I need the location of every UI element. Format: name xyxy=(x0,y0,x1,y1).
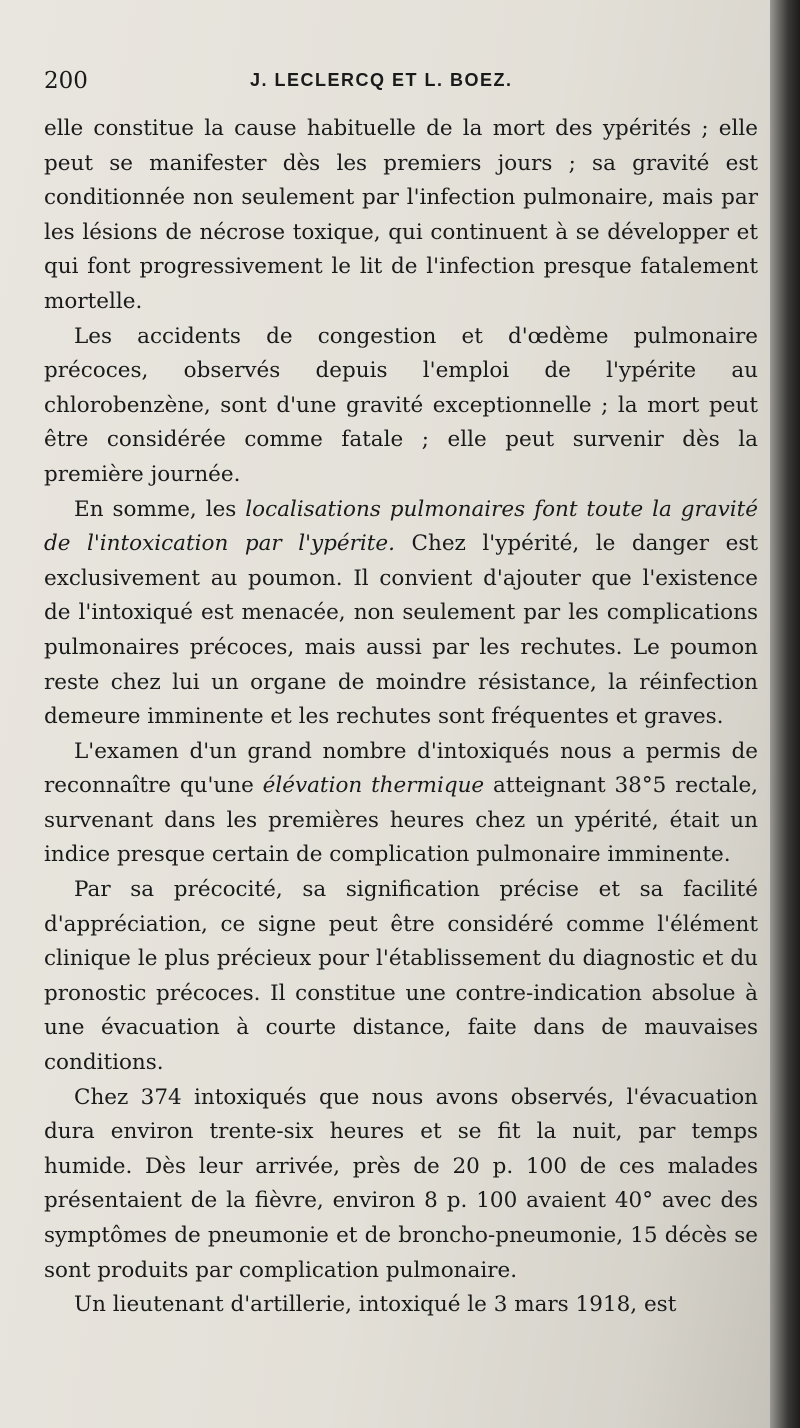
page-content xyxy=(44,58,758,1323)
paragraph-4-before: L'examen d'un grand nombre d'intoxiqués nous a permis de reconnaître qu'une xyxy=(44,738,758,799)
paragraph-3 xyxy=(44,493,758,735)
running-head: J. LECLERCQ ET L. BOEZ. xyxy=(250,70,513,90)
paragraph-7: Un lieutenant d'artillerie, intoxiqué le 3 mars 1918, est xyxy=(74,1292,677,1318)
body-text xyxy=(44,112,758,1323)
paragraph-3-italic: localisations pulmonaires font toute la gravité de l'intoxication par l'ypérite. xyxy=(44,496,758,557)
page-edge-shadow xyxy=(770,0,800,1428)
paragraph-1: elle constitue la cause habituelle de la mort des ypérités ; elle peut se manifester dès les premiers jours ; sa gravité est conditionnée non seulement par l'infection pulmonaire, mais par les lésions de nécrose toxique, qui continuent à se développer et qui font progressivement le lit de l'infection presque fatalement mortelle. xyxy=(44,116,758,314)
paragraph-3-after: Chez l'ypérité, le danger est exclusivement au poumon. Il convient d'ajouter que l'existence de l'intoxiqué est menacée, non seulement par les complications pulmonaires précoces, mais aussi par les rechutes. Le poumon reste chez lui un organe de moindre résistance, la réinfection demeure imminente et les rechutes sont fréquentes et graves. xyxy=(44,531,758,730)
paragraph-6: Chez 374 intoxiqués que nous avons observés, l'évacuation dura environ trente-six heures et se fit la nuit, par temps humide. Dès leur arrivée, près de 20 p. 100 de ces malades présentaient de la fièvre, environ 8 p. 100 avaient 40° avec des symptômes de pneumonie et de broncho-pneumonie, 15 décès se sont produits par complication pulmonaire. xyxy=(44,1084,758,1283)
paragraph-2: Les accidents de congestion et d'œdème pulmonaire précoces, observés depuis l'emploi de l'ypérite au chlorobenzène, sont d'une gravité exceptionnelle ; la mort peut être considérée comme fatale ; elle peut survenir dès la première journée. xyxy=(44,323,758,487)
page-header xyxy=(44,58,758,98)
paragraph-4 xyxy=(44,735,758,873)
paragraph-4-italic: élévation thermique xyxy=(262,773,485,799)
paragraph-3-before: En somme, les xyxy=(74,496,246,522)
paragraph-4-after: atteignant 38°5 rectale, survenant dans les premières heures chez un ypérité, était un indice presque certain de complication pulmonaire imminente. xyxy=(44,773,759,868)
page-number: 200 xyxy=(44,68,88,94)
paragraph-5: Par sa précocité, sa signification précise et sa facilité d'appréciation, ce signe peut être considéré comme l'élément clinique le plus précieux pour l'établissement du diagnostic et du pronostic précoces. Il constitue une contre-indication absolue à une évacuation à courte distance, faite dans de mauvaises conditions. xyxy=(44,877,758,1076)
